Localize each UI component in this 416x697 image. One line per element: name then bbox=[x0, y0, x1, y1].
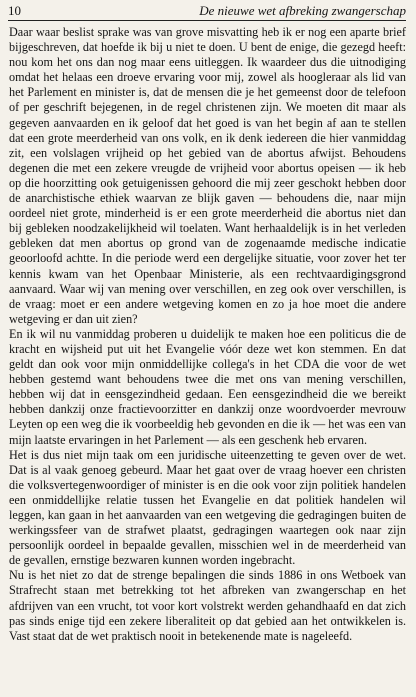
page-number: 10 bbox=[8, 3, 21, 18]
paragraph: Het is dus niet mijn taak om een juridische uiteenzetting te geven over de wet. Dat is al vaak genoeg gebeurd. Maar het gaat over de vraag hoever een christen die volksvertegenwoordiger of minister is en die ook voor zijn politiek handelen een onmiddellijke relatie tussen het Evangelie en dat politiek handelen wil leggen, kan gaan in het aanvaarden van een wetgeving die gedragingen buiten de werkingssfeer van de strafwet plaatst, gedragingen waartegen ook naar zijn persoonlijk oordeel in bepaalde gevallen, misschien wel in de meerderheid van de gevallen, ernstige bezwaren kunnen worden ingebracht. bbox=[9, 447, 406, 568]
paragraph: Nu is het niet zo dat de strenge bepalingen die sinds 1886 in ons Wetboek van Strafrecht staan met betrekking tot het afbreken van zwangerschap en het afdrijven van een vrucht, tot voor kort volstrekt werden gehandhaafd en dat zich pas sinds enige tijd een zekere liberaliteit op dat gebied aan het ontwikkelen is. Vast staat dat de wet praktisch nooit in betekenende mate is nageleefd. bbox=[9, 568, 406, 643]
paragraph: Daar waar beslist sprake was van grove misvatting heb ik er nog een aparte brief bijgeschreven, dat hoefde ik bij u niet te doen. U bent de enige, die gezegd heeft: nou kom het ons dan nog maar eens uitleggen. Ik waardeer dus die uitnodiging omdat het helaas een droeve ervaring voor mij, zowel als hoogleraar als lid van het Parlement en minister is, dat de mensen die je het gemeenst door de telefoon of per geschrift bejegenen, in de regel christenen zijn. We moeten dit maar als gegeven aanvaarden en ik geloof dat het goed is van het begin af aan te stellen dat een grote meerderheid van ons volk, en ik denk iedereen die hier vanmiddag zit, een volslagen vrijheid op het gebied van de abortus afwijst. Behoudens degenen die met een zekere vreugde de vrijheid voor abortus opeisen — ik heb op die hoorzitting ook getuigenissen gehoord die mij zeer geschokt hebben door de anarchistische ethiek waarvan ze blijk gaven — behoudens die, naar mijn oordeel niet grote, minderheid is er een grote meerderheid die abortus niet dan bij gebleken noodzakelijkheid wil toelaten. Want herhaaldelijk is in het verleden gebleken dat men abortus op grond van de zogenaamde medische indicatie geoorloofd achtte. In die periode werd een dergelijke situatie, voor zover het ter kennis kwam van het Openbaar Ministerie, als een rechtvaardigingsgrond aanvaard. Waar wij van mening over verschillen, en zeg ook over verschillen, is de vraag: moet er een andere wetgeving komen en zo ja hoe moet die andere wetgeving er dan uit zien? bbox=[9, 25, 406, 326]
page-header bbox=[8, 2, 406, 21]
running-title: De nieuwe wet afbreking zwangerschap bbox=[199, 3, 406, 18]
paragraph: En ik wil nu vanmiddag proberen u duidelijk te maken hoe een politicus die de kracht en wijsheid put uit het Evangelie vóór deze wet kon stemmen. En dat geldt dan ook voor mijn onmiddellijke collega's in het CDA die voor de wet hebben gestemd want behoudens twee die met ons van mening verschillen, hebben wij dat in eensgezindheid gedaan. Een eensgezindheid die we bereikt hebben dankzij onze fractievoorzitter en dankzij onze woordvoerder mevrouw Leyten op een weg die ik voorbeeldig heb gevonden en die ik — het was een van mijn laatste ervaringen in het Parlement — als een geschenk heb ervaren. bbox=[9, 326, 406, 447]
body-text bbox=[9, 25, 406, 644]
